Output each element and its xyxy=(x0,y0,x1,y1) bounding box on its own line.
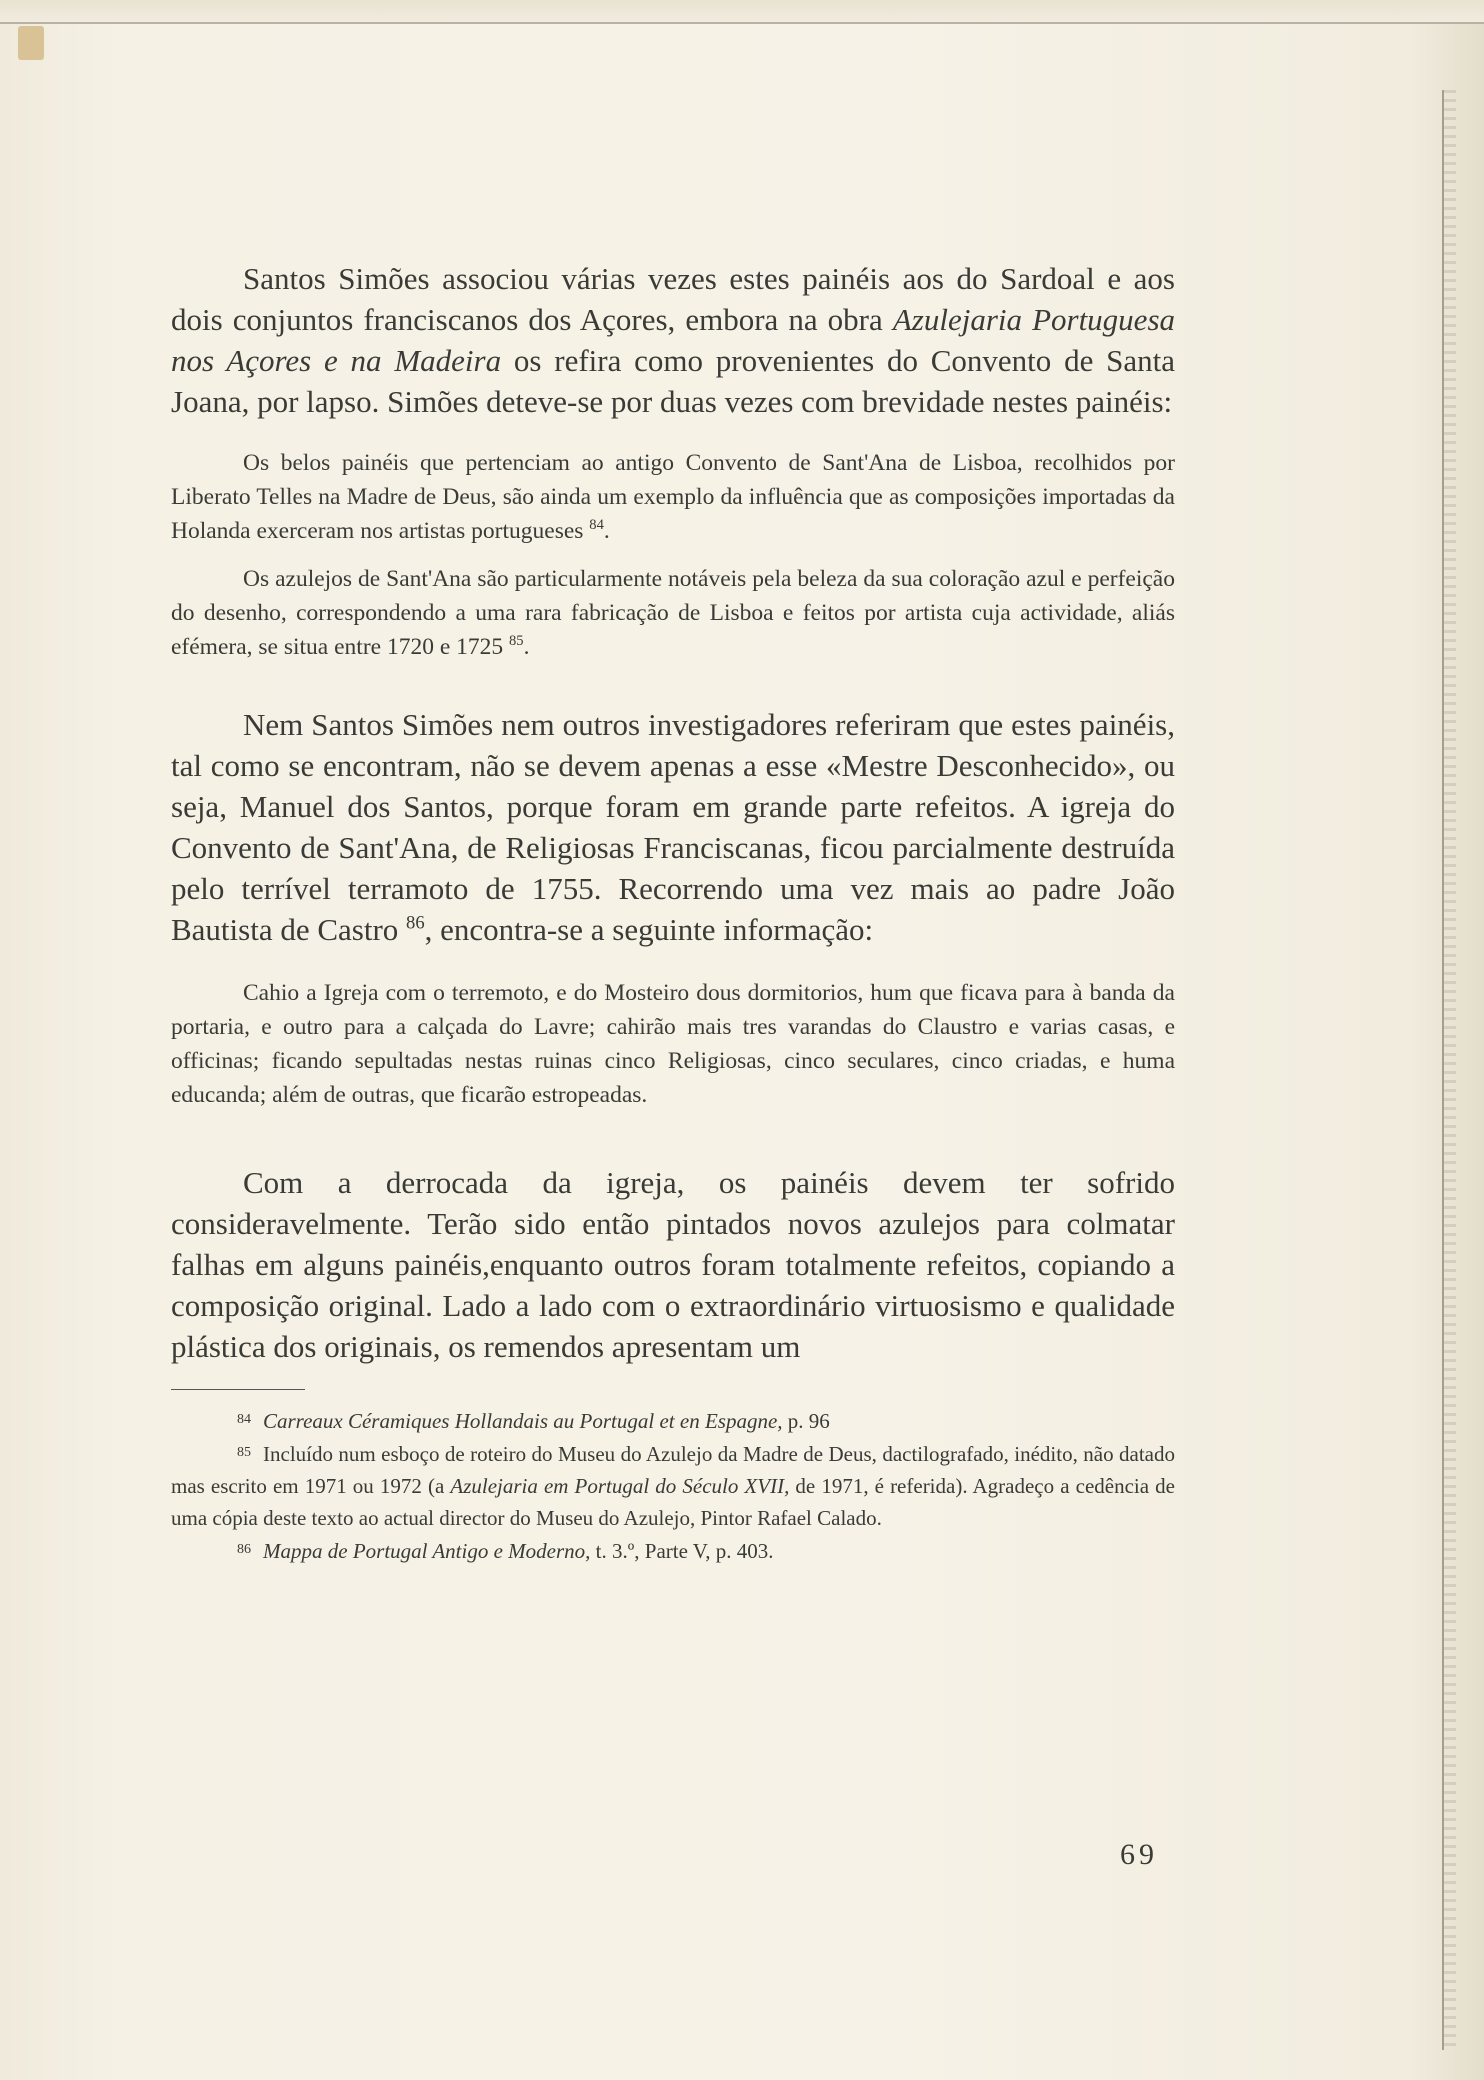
book-title: Azulejaria Portuguesa nos Açores e na Madeira xyxy=(171,302,1176,378)
page-number: 69 xyxy=(1120,1838,1158,1871)
quote-1: Os belos painéis que pertenciam ao antigo Convento de Sant'Ana de Lisboa, recolhidos por Liberato Telles na Madre de Deus, são ainda um exemplo da influência que as composições importadas da Holanda exerceram nos artistas portugueses $^{84}$. xyxy=(171,450,1175,544)
page-content xyxy=(171,258,1175,1567)
footnote-86: 86 Mappa de Portugal Antigo e Moderno, t. 3.º, Parte V, p. 403. xyxy=(237,1539,774,1563)
footnote-ref-86: 86 xyxy=(406,912,425,934)
footnote-ref-85: 85 xyxy=(509,633,524,650)
paragraph-1: Santos Simões associou várias vezes estes painéis aos do Sardoal e aos dois conjuntos franciscanos dos Açores, embora na obra Azulejaria Portuguesa nos Açores e na Madeira os refira como provenientes do Convento de Santa Joana, por lapso. Simões deteve-se por duas vezes com brevidade nestes painéis: xyxy=(171,261,1176,419)
quote-2: Os azulejos de Sant'Ana são particularmente notáveis pela beleza da sua coloração azul e perfeição do desenho, correspondendo a uma rara fabricação de Lisboa e feitos por artista cuja actividade, aliás efémera, se situa entre 1720 e 1725 $^{85}$. xyxy=(171,566,1175,660)
quote-3: Cahio a Igreja com o terremoto, e do Mosteiro dous dormitorios, hum que ficava para à banda da portaria, e outro para a calçada do Lavre; cahirão mais tres varandas do Claustro e varias casas, e officinas; ficando sepultadas nestas ruinas cinco Religiosas, cinco seculares, cinco criadas, e huma educanda; além de outras, que ficarão estropeadas. xyxy=(171,980,1175,1108)
page-right-edge xyxy=(1442,90,1456,2050)
footnote-85: 85 Incluído num esboço de roteiro do Museu do Azulejo da Madre de Deus, dactilografado, inédito, não datado mas escrito em 1971 ou 1972 (a Azulejaria em Portugal do Século XVII, de 1971, é referida). Agradeço a cedência de uma cópia deste texto ao actual director do Museu do Azulejo, Pintor Rafael Calado. xyxy=(171,1442,1175,1530)
footnote-84: 84 Carreaux Céramiques Hollandais au Portugal et en Espagne, p. 96 xyxy=(237,1409,830,1433)
paragraph-3: Com a derrocada da igreja, os painéis devem ter sofrido consideravelmente. Terão sido então pintados novos azulejos para colmatar falhas em alguns painéis,enquanto outros foram totalmente refeitos, copiando a composição original. Lado a lado com o extraordinário virtuosismo e qualidade plástica dos originais, os remendos apresentam um xyxy=(171,1165,1175,1364)
corner-stain xyxy=(18,26,44,60)
footnote-ref-84: 84 xyxy=(589,517,604,534)
page-top-edge xyxy=(0,0,1484,24)
paragraph-2: Nem Santos Simões nem outros investigadores referiram que estes painéis, tal como se encontram, não se devem apenas a esse «Mestre Desconhecido», ou seja, Manuel dos Santos, porque foram em grande parte refeitos. A igreja do Convento de Sant'Ana, de Religiosas Franciscanas, ficou parcialmente destruída pelo terrível terramoto de 1755. Recorrendo uma vez mais ao padre João Bautista de Castro $^{86}$, encontra-se a seguinte informação: xyxy=(171,707,1175,947)
